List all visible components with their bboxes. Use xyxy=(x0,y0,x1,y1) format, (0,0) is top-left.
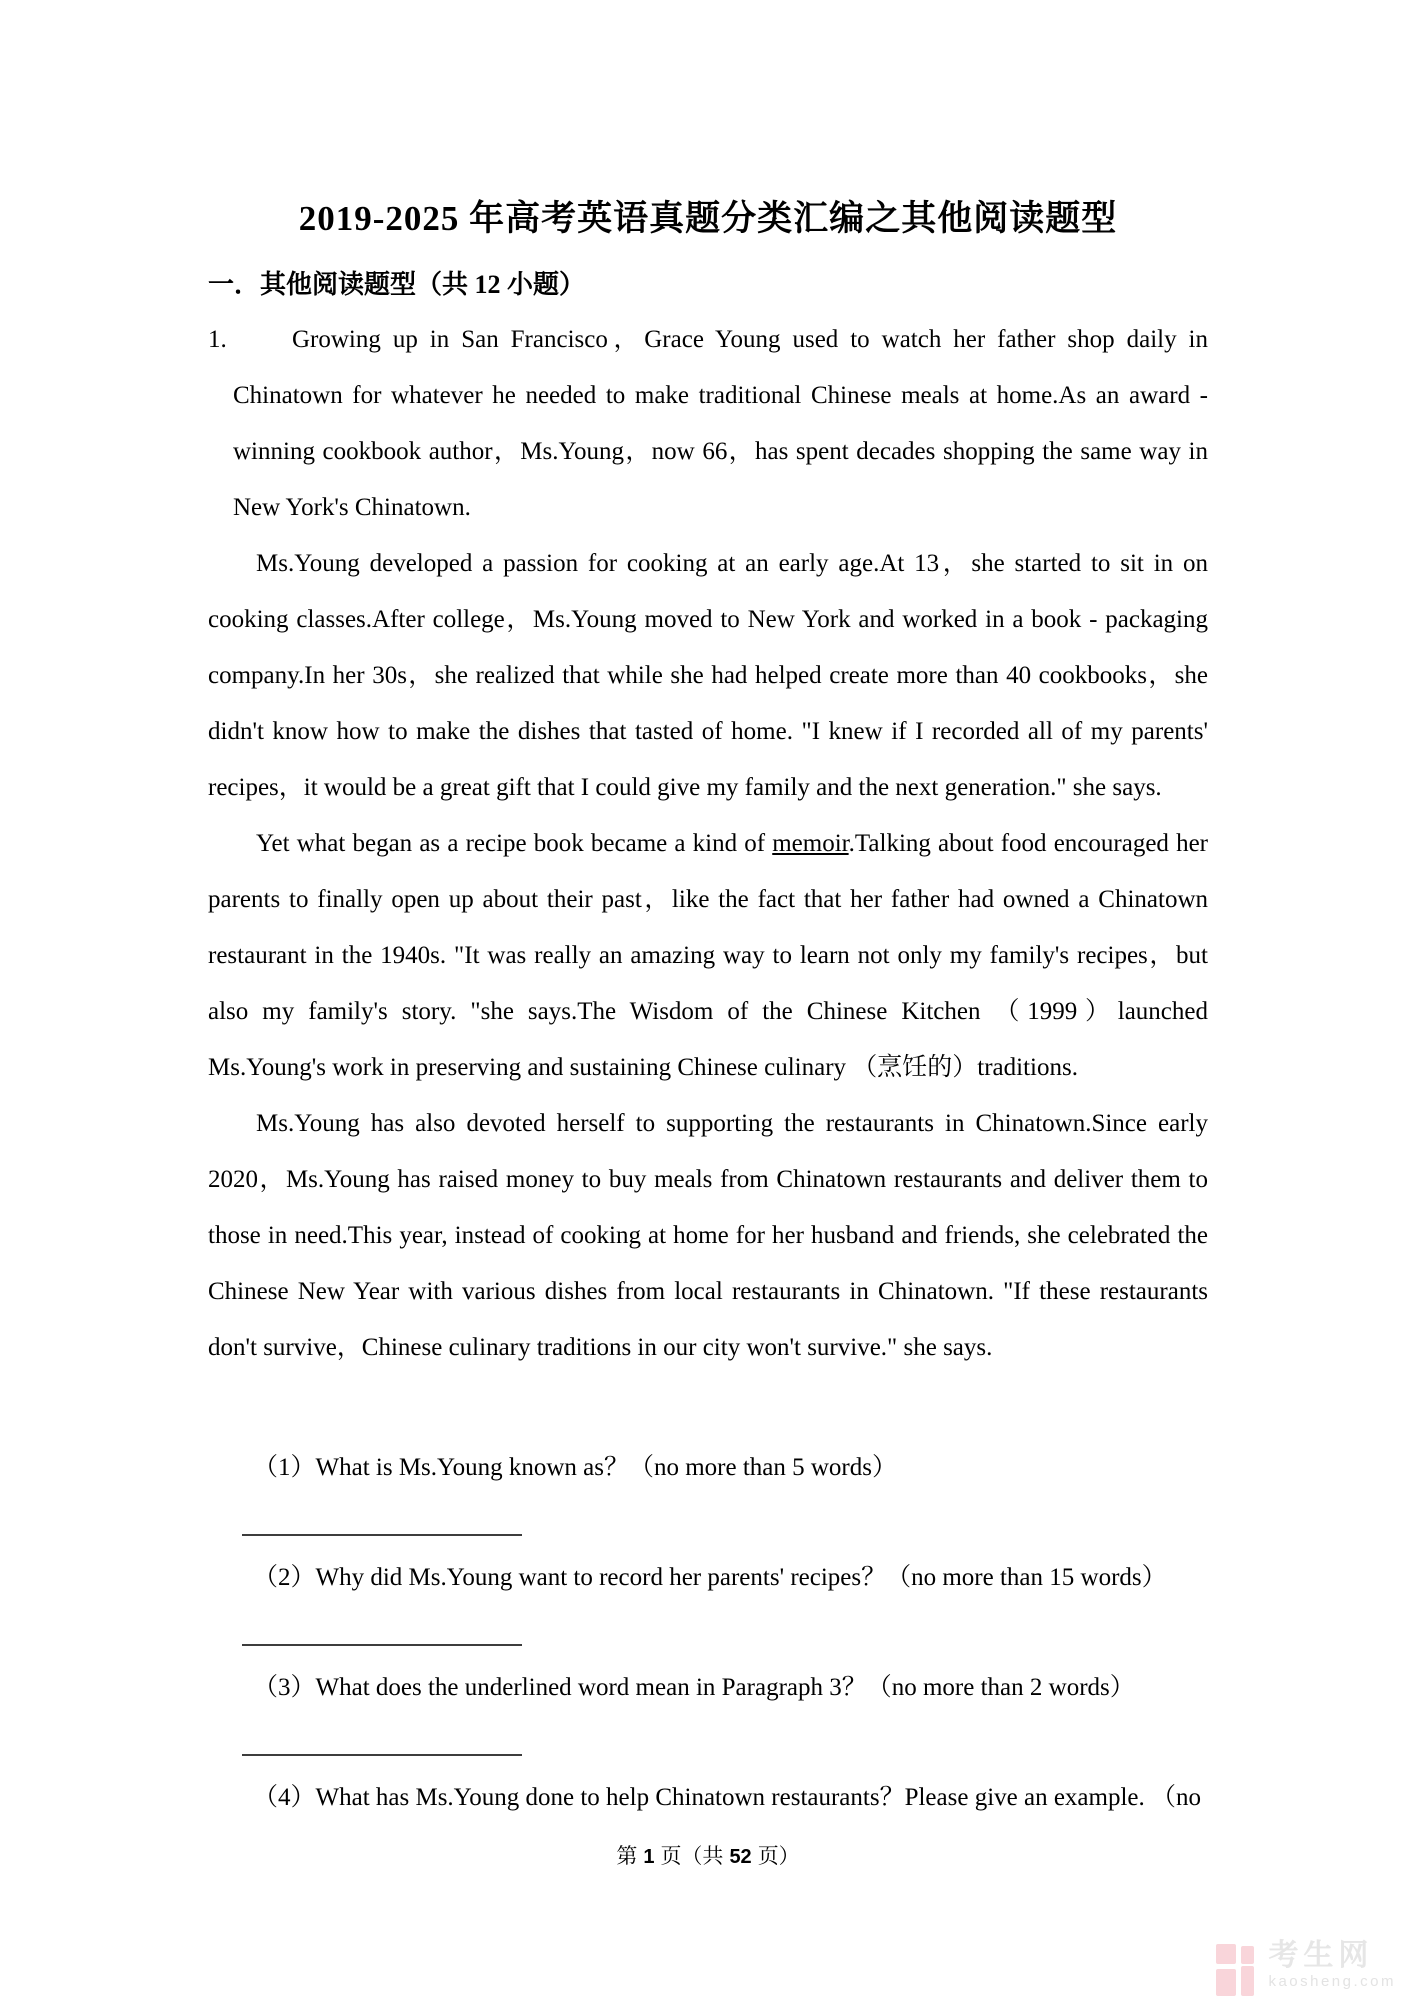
paragraph-1-text: Growing up in San Francisco，Grace Young used to watch her father shop daily in Chinatown for whatever he needed to make traditional Chinese meals at home.As an award - winning cookbook author，Ms.Young，now 66，has spent decades shopping the same way in New York's Chinatown. xyxy=(233,326,1208,521)
page-number: 1 xyxy=(643,1846,655,1868)
page-footer xyxy=(0,1842,1416,1871)
passage-paragraph-3 xyxy=(208,816,1208,1096)
section-heading: 一．其他阅读题型（共 12 小题） xyxy=(208,270,586,299)
answer-blank-2 xyxy=(242,1606,522,1646)
question-1-label: （1） xyxy=(253,1454,316,1481)
watermark-site-name: 考生网 xyxy=(1268,1939,1374,1972)
question-4-text: What has Ms.Young done to help Chinatown restaurants？Please give an example. （no xyxy=(315,1784,1202,1811)
question-3-label: （3） xyxy=(253,1674,316,1701)
question-3 xyxy=(253,1660,1208,1716)
underlined-word: memoir xyxy=(772,830,849,857)
kaosheng-logo-icon xyxy=(1216,1942,1256,1998)
question-2-text: Why did Ms.Young want to record her parents' recipes？（no more than 15 words） xyxy=(315,1564,1167,1591)
passage-paragraph-1 xyxy=(208,312,1208,536)
passage-paragraph-2: Ms.Young developed a passion for cooking at an early age.At 13，she started to sit in on cooking classes.After college，Ms.Young moved to New York and worked in a book - packaging company.In her 30s，she realized that while she had helped create more than 40 cookbooks，she didn't know how to make the dishes that tasted of home. "I knew if I recorded all of my parents' recipes，it would be a great gift that I could give my family and the next generation." she says. xyxy=(208,550,1208,801)
question-2-label: （2） xyxy=(253,1564,316,1591)
footer-suffix: 页） xyxy=(757,1844,800,1868)
footer-middle: 页（共 xyxy=(660,1844,724,1868)
question-list xyxy=(208,1440,1208,1826)
paragraph-3-rest: .Talking about food encouraged her parents to finally open up about their past，like the fact that her father had owned a Chinatown restaurant in the 1940s. "It was really an amazing way to learn not only my family's recipes，but also my family's story. "she says.The Wisdom of the Chinese Kitchen （1999）launched Ms.Young's work in preserving and sustaining Chinese culinary （烹饪的）traditions. xyxy=(208,830,1208,1081)
question-1 xyxy=(253,1440,1208,1496)
reading-passage xyxy=(208,312,1208,1376)
question-1-text: What is Ms.Young known as？（no more than 5 words） xyxy=(315,1454,897,1481)
page-title: 2019-2025 年高考英语真题分类汇编之其他阅读题型 xyxy=(298,199,1118,238)
watermark-text xyxy=(1268,1940,1396,1990)
item-number: 1. xyxy=(208,326,227,353)
question-4 xyxy=(253,1770,1208,1826)
document-page xyxy=(208,0,1208,1826)
passage-paragraph-4: Ms.Young has also devoted herself to supporting the restaurants in Chinatown.Since early 2020，Ms.Young has raised money to buy meals from Chinatown restaurants and deliver them to those in need.This year, instead of cooking at home for her husband and friends, she celebrated the Chinese New Year with various dishes from local restaurants in Chinatown. "If these restaurants don't survive，Chinese culinary traditions in our city won't survive." she says. xyxy=(208,1110,1208,1361)
total-pages: 52 xyxy=(729,1846,752,1868)
footer-prefix: 第 xyxy=(616,1844,638,1868)
answer-blank-3 xyxy=(242,1716,522,1756)
paragraph-3-lead: Yet what began as a recipe book became a kind of xyxy=(256,830,773,857)
question-2 xyxy=(253,1550,1208,1606)
question-4-label: （4） xyxy=(253,1784,316,1811)
watermark-site-domain: kaosheng.com xyxy=(1268,1973,1396,1990)
answer-blank-1 xyxy=(242,1496,522,1536)
question-3-text: What does the underlined word mean in Paragraph 3？（no more than 2 words） xyxy=(315,1674,1135,1701)
kaosheng-watermark xyxy=(1216,1940,1396,1998)
